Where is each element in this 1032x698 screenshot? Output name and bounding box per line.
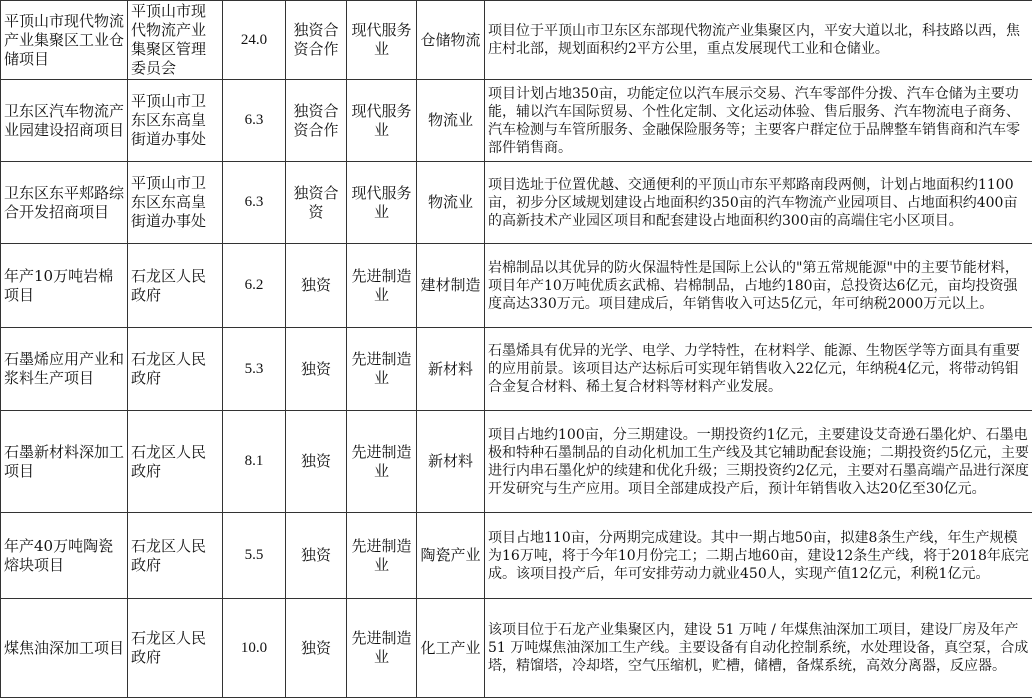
table-row — [1, 513, 1032, 599]
investment-cell: 5.3 — [223, 328, 286, 411]
responsible-unit-cell: 平顶山市卫东区东高皇街道办事处 — [128, 162, 223, 244]
cooperation-mode-cell: 独资 — [286, 328, 347, 411]
description-cell: 项目占地110亩，分两期完成建设。其中一期占地50亩，拟建8条生产线，年生产规模为16万吨，将于今年10月份完工；二期占地60亩，建设12条生产线，将于2018年底完成。该项目投产后，年可安排劳动力就业450人，实现产值12亿元，利税1亿元。 — [485, 513, 1032, 599]
table-row — [1, 599, 1032, 698]
sector-cell: 先进制造业 — [347, 411, 417, 513]
investment-cell: 6.3 — [223, 80, 286, 162]
investment-cell: 8.1 — [223, 411, 286, 513]
project-name-cell: 年产10万吨岩棉项目 — [1, 244, 128, 328]
description-cell: 项目占地约100亩，分三期建设。一期投资约1亿元，主要建设艾奇逊石墨化炉、石墨电极和特种石墨制品的自动化机加工生产线及其它辅助配套设施；二期投资约5亿元，主要进行内串石墨化炉的续建和优化升级；三期投资约2亿元，主要对石墨高端产品进行深度开发研究与生产应用。项目全部建成投产后，预计年销售收入达20亿至30亿元。 — [485, 411, 1032, 513]
table-row — [1, 1, 1032, 80]
responsible-unit-cell: 石龙区人民政府 — [128, 599, 223, 698]
description-cell: 石墨烯具有优异的光学、电学、力学特性，在材料学、能源、生物医学等方面具有重要的应用前景。该项目达产达标后可实现年销售收入22亿元，年纳税4亿元，将带动钨钼合金复合材料、稀土复合材料等材料产业发展。 — [485, 328, 1032, 411]
sector-cell: 先进制造业 — [347, 328, 417, 411]
industry-cell: 新材料 — [417, 328, 485, 411]
table-row — [1, 244, 1032, 328]
project-name-cell: 石墨新材料深加工项目 — [1, 411, 128, 513]
cooperation-mode-cell: 独资合资合作 — [286, 80, 347, 162]
project-name-cell: 年产40万吨陶瓷熔块项目 — [1, 513, 128, 599]
investment-cell: 6.3 — [223, 162, 286, 244]
project-name-cell: 平顶山市现代物流产业集聚区工业仓储项目 — [1, 1, 128, 80]
description-cell: 项目计划占地350亩，功能定位以汽车展示交易、汽车零部件分拨、汽车仓储为主要功能，辅以汽车国际贸易、个性化定制、文化运动体验、售后服务、汽车物流电子商务、汽车检测与车管所服务、金融保险服务等；主要客户群定位于品牌整车销售商和汽车零部件销售商。 — [485, 80, 1032, 162]
description-cell: 项目选址于位置优越、交通便利的平顶山市东平郏路南段两侧，计划占地面积约1100亩，初步分区域规划建设占地面积约350亩的汽车物流产业园项目、占地面积约400亩的高新技术产业园区项目和配套建设占地面积约300亩的高端住宅小区项目。 — [485, 162, 1032, 244]
table-row — [1, 411, 1032, 513]
sector-cell: 先进制造业 — [347, 244, 417, 328]
industry-cell: 化工产业 — [417, 599, 485, 698]
table-row — [1, 328, 1032, 411]
cooperation-mode-cell: 独资合资合作 — [286, 1, 347, 80]
investment-cell: 6.2 — [223, 244, 286, 328]
sector-cell: 现代服务业 — [347, 80, 417, 162]
investment-cell: 5.5 — [223, 513, 286, 599]
project-name-cell: 煤焦油深加工项目 — [1, 599, 128, 698]
sector-cell: 现代服务业 — [347, 162, 417, 244]
project-name-cell: 卫东区汽车物流产业园建设招商项目 — [1, 80, 128, 162]
industry-cell: 陶瓷产业 — [417, 513, 485, 599]
sector-cell: 先进制造业 — [347, 513, 417, 599]
description-cell: 该项目位于石龙产业集聚区内，建设 51 万吨 / 年煤焦油深加工项目，建设厂房及年产 51 万吨煤焦油深加工生产线。主要设备有自动化控制系统，水处理设备，真空泵，合成塔，精馏塔，冷却塔，空气压缩机，贮槽，储槽，备煤系统，高效分离器，反应器。 — [485, 599, 1032, 698]
investment-cell: 10.0 — [223, 599, 286, 698]
cooperation-mode-cell: 独资合资 — [286, 162, 347, 244]
responsible-unit-cell: 石龙区人民政府 — [128, 513, 223, 599]
industry-cell: 新材料 — [417, 411, 485, 513]
responsible-unit-cell: 石龙区人民政府 — [128, 411, 223, 513]
sector-cell: 先进制造业 — [347, 599, 417, 698]
cooperation-mode-cell: 独资 — [286, 513, 347, 599]
industry-cell: 物流业 — [417, 80, 485, 162]
cooperation-mode-cell: 独资 — [286, 411, 347, 513]
industry-cell: 物流业 — [417, 162, 485, 244]
responsible-unit-cell: 平顶山市卫东区东高皇街道办事处 — [128, 80, 223, 162]
table-row — [1, 80, 1032, 162]
sector-cell: 现代服务业 — [347, 1, 417, 80]
industry-cell: 建材制造 — [417, 244, 485, 328]
project-name-cell: 卫东区东平郏路综合开发招商项目 — [1, 162, 128, 244]
description-cell: 岩棉制品以其优异的防火保温特性是国际上公认的"第五常规能源"中的主要节能材料，项目年产10万吨优质玄武棉、岩棉制品，占地约180亩，总投资达6亿元，亩均投资强度高达330万元。项目建成后，年销售收入可达5亿元，年可纳税2000万元以上。 — [485, 244, 1032, 328]
responsible-unit-cell: 平顶山市现代物流产业集聚区管理委员会 — [128, 1, 223, 80]
project-name-cell: 石墨烯应用产业和浆料生产项目 — [1, 328, 128, 411]
cooperation-mode-cell: 独资 — [286, 599, 347, 698]
responsible-unit-cell: 石龙区人民政府 — [128, 244, 223, 328]
industry-cell: 仓储物流 — [417, 1, 485, 80]
investment-cell: 24.0 — [223, 1, 286, 80]
cooperation-mode-cell: 独资 — [286, 244, 347, 328]
table-row — [1, 162, 1032, 244]
responsible-unit-cell: 石龙区人民政府 — [128, 328, 223, 411]
description-cell: 项目位于平顶山市卫东区东部现代物流产业集聚区内，平安大道以北，科技路以西，焦庄村北部，规划面积约2平方公里，重点发展现代工业和仓储业。 — [485, 1, 1032, 80]
